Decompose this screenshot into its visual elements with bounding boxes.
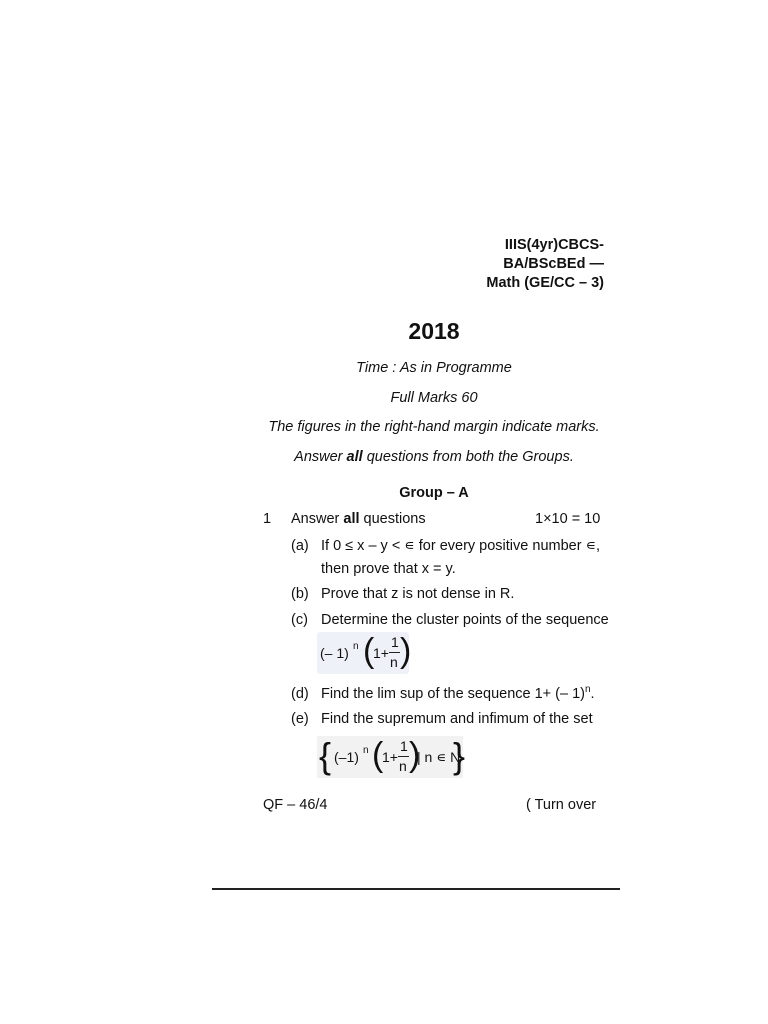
right-paren-icon: ) <box>409 736 421 774</box>
sub-text: Determine the cluster points of the sequence <box>321 612 609 628</box>
sub-text: Prove that z is not dense in R. <box>321 586 515 602</box>
sequence-formula <box>317 632 412 674</box>
time-line: Time : As in Programme <box>356 360 512 376</box>
exam-year: 2018 <box>408 318 460 344</box>
left-brace-icon: { <box>319 735 332 776</box>
sub-label: (b) <box>291 586 309 602</box>
fraction-bar <box>398 756 409 757</box>
set-condition: | n ∊ N <box>417 749 461 765</box>
formula-base: (– 1) <box>320 645 349 661</box>
sub-question-d <box>291 684 595 702</box>
formula-one-plus: 1+ <box>373 645 389 661</box>
turn-over: ( Turn over <box>526 797 597 813</box>
fraction-denominator: n <box>390 654 398 670</box>
answer-note-bold: all <box>346 449 363 465</box>
question-heading-post: questions <box>359 511 426 527</box>
fraction-denominator: n <box>399 758 407 774</box>
answer-note <box>260 449 608 465</box>
sub-question-b <box>291 586 514 602</box>
answer-note-post: questions from both the Groups. <box>362 449 574 465</box>
fraction-numerator: 1 <box>391 634 399 650</box>
paper-code-line3: Math (GE/CC – 3) <box>486 275 604 291</box>
right-paren-icon: ) <box>400 632 412 670</box>
formula-base: (–1) <box>334 749 359 765</box>
paper-code-line1: IIIS(4yr)CBCS- <box>504 237 604 253</box>
left-paren-icon: ( <box>363 632 375 670</box>
formula-one-plus: 1+ <box>382 749 398 765</box>
set-formula <box>317 735 466 778</box>
sub-exponent: n <box>584 684 591 695</box>
fraction-bar <box>389 652 400 653</box>
sub-text: Find the lim sup of the sequence 1+ (– 1) <box>321 685 585 702</box>
left-paren-icon: ( <box>372 736 384 774</box>
question-marks: 1×10 = 10 <box>535 511 601 527</box>
bottom-divider <box>212 888 620 890</box>
sub-question-a-cont: then prove that x = y. <box>321 561 456 577</box>
sub-question-c <box>291 612 609 628</box>
sub-label: (c) <box>291 612 308 628</box>
figures-note: The figures in the right-hand margin indicate marks. <box>268 419 600 435</box>
paper-code <box>486 236 604 293</box>
question-heading-bold: all <box>343 511 360 527</box>
question-heading <box>291 511 426 527</box>
group-heading: Group – A <box>399 485 469 501</box>
sub-question-e <box>291 711 593 727</box>
question-heading-pre: Answer <box>291 511 344 527</box>
fraction-numerator: 1 <box>400 738 408 754</box>
sub-label: (d) <box>291 685 309 702</box>
sub-text: Find the supremum and infimum of the set <box>321 711 593 727</box>
answer-note-pre: Answer <box>294 449 347 465</box>
formula-exponent: n <box>363 745 369 756</box>
footer-code: QF – 46/4 <box>263 797 328 813</box>
sub-text: If 0 ≤ x – y < ∊ for every positive number ∊, <box>321 538 601 554</box>
question-number: 1 <box>263 511 272 527</box>
sub-tail: . <box>590 685 595 702</box>
sub-question-a <box>291 538 600 554</box>
sub-label: (e) <box>291 711 309 727</box>
right-brace-icon: } <box>453 735 466 776</box>
full-marks: Full Marks 60 <box>390 390 478 406</box>
formula-exponent: n <box>353 641 359 652</box>
paper-code-line2: BA/BScBEd — <box>503 256 604 272</box>
sub-label: (a) <box>291 538 309 554</box>
